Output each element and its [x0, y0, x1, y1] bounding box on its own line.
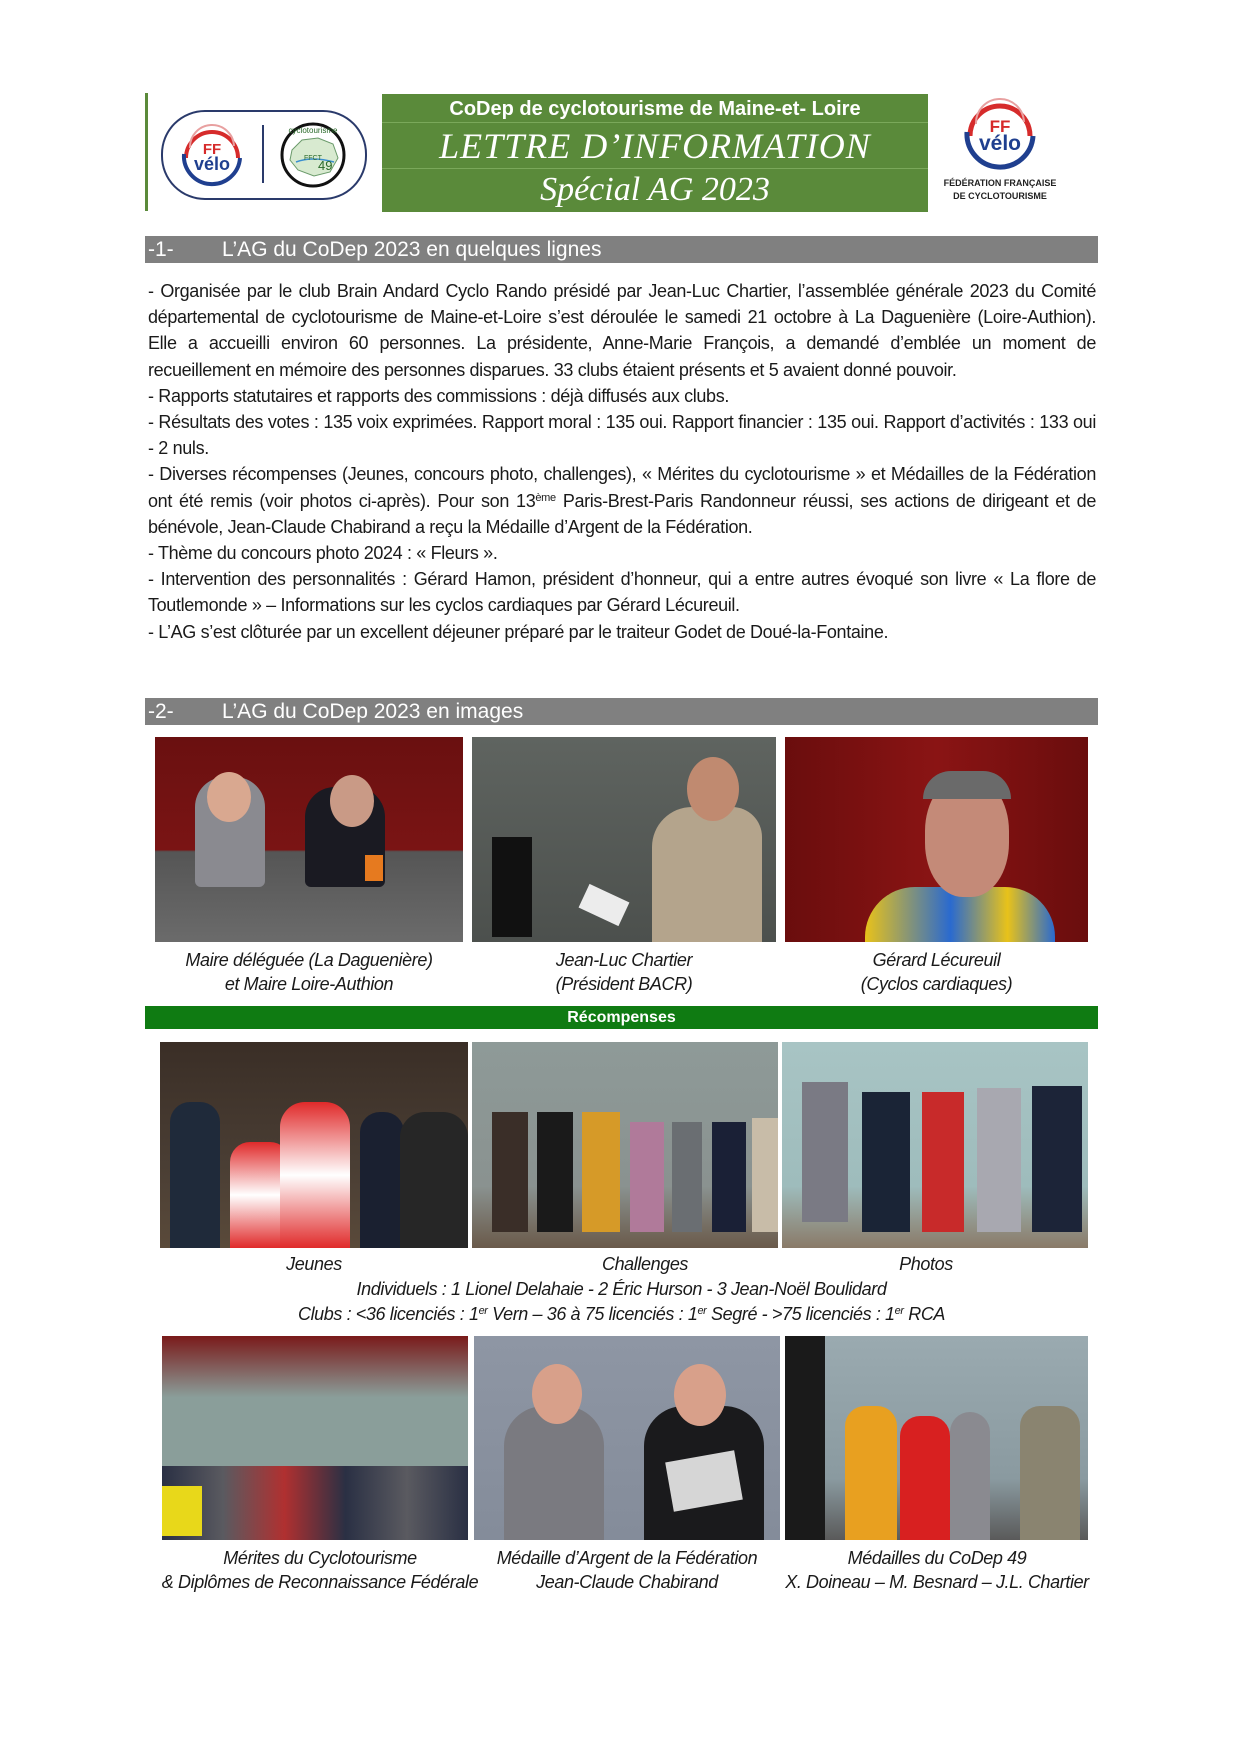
caption-line: (Cyclos cardiaques) [860, 974, 1013, 994]
photo-jeunes [160, 1042, 468, 1248]
ff-text: FF [989, 117, 1011, 136]
newsletter-subtitle: Spécial AG 2023 [540, 171, 770, 208]
section-number: -1- [148, 238, 174, 261]
caption-line: Médailles du CoDep 49 [847, 1548, 1027, 1568]
fct49-logo [278, 120, 348, 190]
photo-president [472, 737, 776, 942]
text-run: Vern – 36 à 75 licenciés : 1 [487, 1304, 698, 1324]
federation-line-1: FÉDÉRATION FRANÇAISE [943, 178, 1057, 188]
org-name: CoDep de cyclotourisme de Maine-et- Loire [382, 96, 928, 123]
paragraph: - Organisée par le club Brain Andard Cyclo Rando présidé par Jean-Luc Chartier, l’assemblée générale 2023 du Comité départemental de cyclotourisme de Maine-et-Loire s’est déroulée le samedi 21 octobre à La Daguenière (Loire-Authion). Elle a accueilli environ 60 personnes. La présidente, Anne-Marie François, a demandé d’emblée un moment de recueillement en mémoire des personnes disparues. 33 clubs étaient présents et 5 avaient donné pouvoir. [148, 281, 1096, 380]
caption-line: Médaille d’Argent de la Fédération [496, 1548, 758, 1568]
photo-mayors [155, 737, 463, 942]
superscript: er [478, 1305, 488, 1317]
caption-lecureuil [785, 948, 1088, 996]
text-run: Clubs : <36 licenciés : 1 [297, 1304, 479, 1324]
photo-medailles-codep [785, 1336, 1088, 1540]
caption-photos: Photos [899, 1254, 953, 1274]
caption-medailles-codep [782, 1546, 1092, 1594]
fct-number: 49 [318, 158, 333, 173]
photo-lecureuil [785, 737, 1088, 942]
photo-merites [162, 1336, 468, 1540]
federation-name [935, 177, 1065, 203]
caption-line: X. Doineau – M. Besnard – J.L. Chartier [785, 1572, 1089, 1592]
caption-president [472, 948, 776, 996]
caption-line: Maire déléguée (La Daguenière) [185, 950, 433, 970]
federation-line-2: DE CYCLOTOURISME [953, 191, 1047, 201]
paragraph: - L’AG s’est clôturée par un excellent déjeuner préparé par le traiteur Godet de Doué-la-Fontaine. [148, 621, 889, 642]
logo-divider [262, 125, 264, 183]
text-run: Paris-Brest-Paris Randonneur réussi, ses actions de dirigeant et de bénévole, Jean-Claude Chabirand a reçu la Médaille d’Argent de la Fédération. [148, 490, 1096, 537]
header-banner [382, 94, 928, 212]
caption-line: Jean-Luc Chartier [555, 950, 693, 970]
caption-line: (Président BACR) [555, 974, 693, 994]
caption-medaille-argent [474, 1546, 780, 1594]
caption-line: et Maire Loire-Authion [224, 974, 394, 994]
caption-line: Jean-Claude Chabirand [536, 1572, 718, 1592]
individuels-results: Individuels : 1 Lionel Delahaie - 2 Éric Hurson - 3 Jean-Noël Boulidard [356, 1279, 887, 1299]
fct-ring-text: cyclotourisme [288, 126, 338, 135]
caption-merites [155, 1546, 485, 1594]
section-number: -2- [148, 700, 174, 723]
caption-challenges: Challenges [601, 1254, 689, 1274]
text-run: - Diverses récompenses (Jeunes, concours photo, challenges), « Mérites du cyclotourisme » et Médailles de la Fédération ont été remis (voir photos ci-après). Pour son 13 [148, 464, 1096, 511]
newsletter-title: LETTRE D’INFORMATION [382, 124, 928, 169]
caption-line: & Diplômes de Reconnaissance Fédérale [161, 1572, 479, 1592]
velo-text: vélo [193, 154, 231, 174]
caption-jeunes: Jeunes [286, 1254, 342, 1274]
paragraph: - Résultats des votes : 135 voix exprimées. Rapport moral : 135 oui. Rapport financier : 135 oui. Rapport d’activités : 133 oui - 2 nuls. [148, 412, 1096, 459]
section-title: L’AG du CoDep 2023 en images [222, 700, 524, 723]
superscript: er [894, 1305, 904, 1317]
fct-letters: FFCT [304, 155, 322, 162]
text-run: Segré - >75 licenciés : 1 [706, 1304, 895, 1324]
clubs-results [145, 1302, 1098, 1326]
rewards-bar: Récompenses [145, 1006, 1098, 1029]
paragraph [148, 461, 1096, 540]
header-accent-bar [145, 93, 148, 211]
photo-medaille-argent [474, 1336, 780, 1540]
section-2-header [145, 698, 1098, 725]
caption-mayors [155, 948, 463, 996]
velo-text: vélo [978, 132, 1022, 155]
paragraph: - Thème du concours photo 2024 : « Fleurs ». [148, 543, 498, 564]
caption-line: Mérites du Cyclotourisme [223, 1548, 417, 1568]
ffvelo-logo-small [176, 118, 248, 190]
superscript: er [697, 1305, 707, 1317]
text-run: RCA [903, 1304, 946, 1324]
paragraph: - Rapports statutaires et rapports des commissions : déjà diffusés aux clubs. [148, 385, 729, 406]
paragraph: - Intervention des personnalités : Gérard Hamon, président d’honneur, qui a entre autres évoqué son livre « La flore de Toutlemonde » – Informations sur les cyclos cardiaques par Gérard Lécureuil. [148, 569, 1096, 616]
ffvelo-logo-large [960, 92, 1040, 172]
caption-line: Gérard Lécureuil [872, 950, 1001, 970]
photo-photos [782, 1042, 1088, 1248]
section-1-header [145, 236, 1098, 263]
ff-text: FF [202, 141, 222, 158]
section-title: L’AG du CoDep 2023 en quelques lignes [222, 238, 602, 261]
photo-challenges [472, 1042, 778, 1248]
superscript: ème [535, 491, 556, 504]
section-1-body [148, 278, 1096, 645]
